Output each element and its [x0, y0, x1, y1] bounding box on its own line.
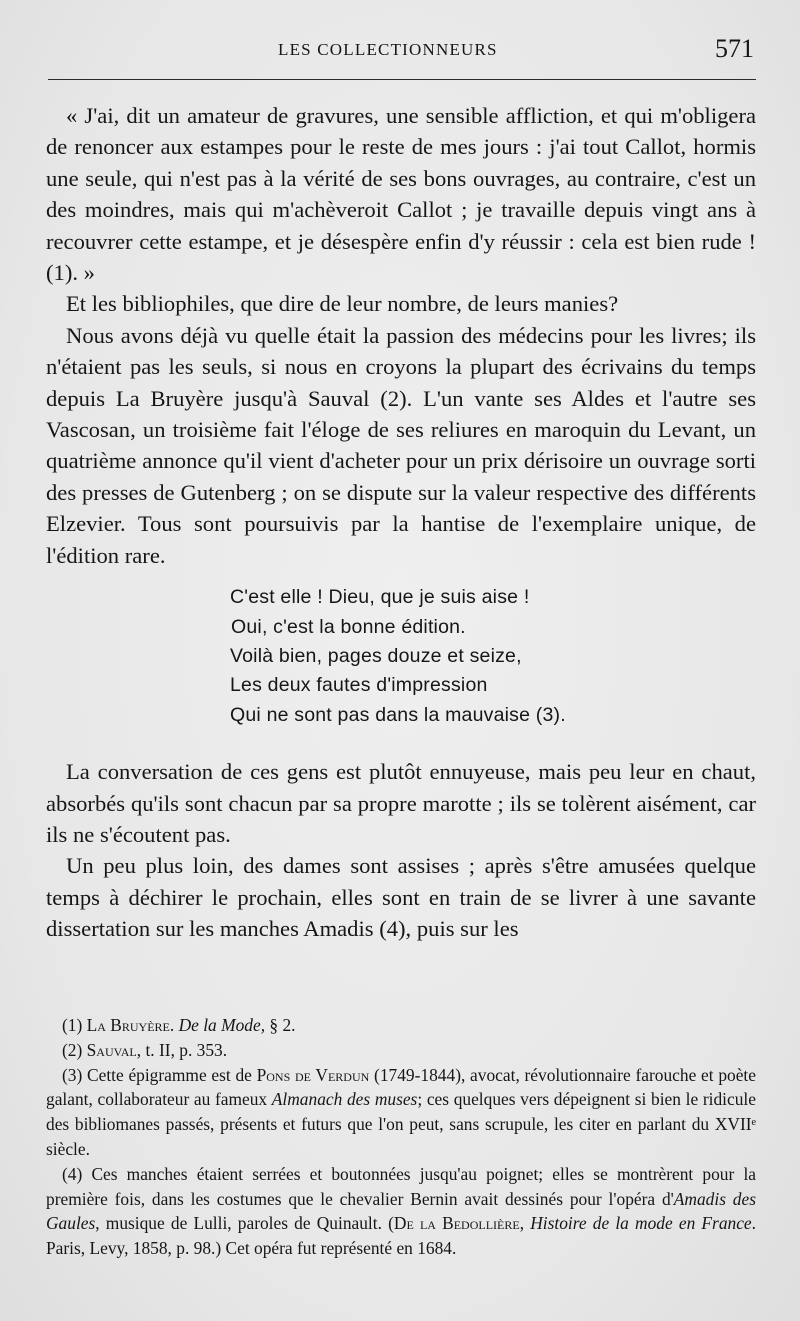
footnote-text: , [519, 1213, 525, 1234]
header-rule [48, 79, 756, 80]
verse-line: Qui ne sont pas dans la mauvaise (3). [230, 703, 566, 726]
footnote-text: (3) Cette épigramme est de [62, 1064, 252, 1085]
footnote-number: (1) [62, 1015, 83, 1035]
footnote-title: De la Mode, [178, 1015, 266, 1035]
verse-epigram [230, 583, 756, 730]
spacer [46, 730, 756, 756]
footnote-text: (4) Ces manches étaient serrées et boutonnées jusqu'au poignet; elles se montrèrent pour la première fois, dans les costumes que le chevalier Bernin avait dessinés pour l'opéra d' [46, 1163, 756, 1209]
footnote-1 [46, 1013, 756, 1038]
footnote-title: Histoire de la mode en France [530, 1213, 752, 1234]
footnote-title: Amadis des Gaules [46, 1188, 756, 1234]
footnote-author: La Bruyère. [86, 1015, 175, 1035]
footnote-3 [46, 1063, 756, 1162]
verse-line: Voilà bien, pages douze et seize, [230, 644, 522, 667]
paragraph-conversation: La conversation de ces gens est plutôt ennuyeuse, mais peu leur en chaut, absorbés qu'ils sont chacun par sa propre marotte ; ils se tolèrent aisément, car ils ne s'écoutent pas. [46, 759, 756, 847]
footnote-text: § 2. [269, 1015, 296, 1035]
paragraph-medecins: Nous avons déjà vu quelle était la passion des médecins pour les livres; ils n'étaient pas les seuls, si nous en croyons la plupart des écrivains du temps depuis La Bruyère jusqu'à Sauval (2). L'un vante ses Aldes et l'autre ses Vascosan, un troisième fait l'éloge de ses reliures en maroquin du Levant, un quatrième annonce qu'il vient d'acheter pour un prix dérisoire un ouvrage sorti des presses de Gutenberg ; on se dispute sur la valeur respective des différents Elzevier. Tous sont poursuivis par la hantise de l'exemplaire unique, de l'édition rare. [46, 322, 756, 568]
page-header [0, 36, 800, 72]
verse-line: Les deux fautes d'impression [230, 674, 488, 697]
main-text [46, 100, 756, 945]
footnote-number: (2) [62, 1039, 83, 1060]
footnote-text: . Paris, Levy, 1858, p. 98.) Cet opéra fut représenté en 1684. [46, 1213, 757, 1259]
paragraph-dames: Un peu plus loin, des dames sont assises ; après s'être amusées quelque temps à déchirer le prochain, elles sont en train de se livrer à une savante dissertation sur les manches Amadis (4), puis sur les [46, 853, 756, 942]
footnote-text: , musique de Lulli, paroles de Quinault. ( [95, 1213, 394, 1234]
footnotes [46, 1013, 756, 1261]
footnote-text: ; ces quelques vers dépeignent si bien le ridicule des bibliomanes passés, présents et futurs que l'on peut, sans scrupule, les citer en parlant du XVIIᵉ siècle. [46, 1089, 756, 1159]
footnote-4 [46, 1162, 756, 1261]
verse-line: C'est elle ! Dieu, que je suis aise ! [230, 586, 530, 609]
paragraph-bibliophiles: Et les bibliophiles, que dire de leur nombre, de leurs manies? [66, 291, 619, 317]
page-number: 571 [715, 34, 754, 63]
footnote-text: t. II, p. 353. [145, 1039, 228, 1060]
footnote-title: Almanach des muses [271, 1089, 418, 1110]
running-title: LES COLLECTIONNEURS [278, 40, 498, 59]
footnote-2 [46, 1038, 756, 1063]
verse-line: Oui, c'est la bonne édition. [231, 615, 466, 638]
footnote-author: Sauval, [86, 1039, 142, 1060]
footnote-text: (1749-1844), avocat, révolutionnaire farouche et poète galant, collaborateur au fameux [46, 1064, 756, 1110]
footnote-author: De la Bedollière [393, 1213, 520, 1234]
paragraph-quote-callot: « J'ai, dit un amateur de gravures, une sensible affliction, et qui m'obligera de renoncer aux estampes pour le reste de mes jours : j'ai tout Callot, hormis une seule, qui n'est pas à la vérité de ses bons ouvrages, au contraire, c'est un des moindres, mais qui m'achèveroit Callot ; je travaille depuis vingt ans à recouvrer cette estampe, et je désespère enfin d'y réussir : cela est bien rude ! (1). » [46, 103, 756, 286]
footnote-author: Pons de Verdun [256, 1064, 370, 1085]
